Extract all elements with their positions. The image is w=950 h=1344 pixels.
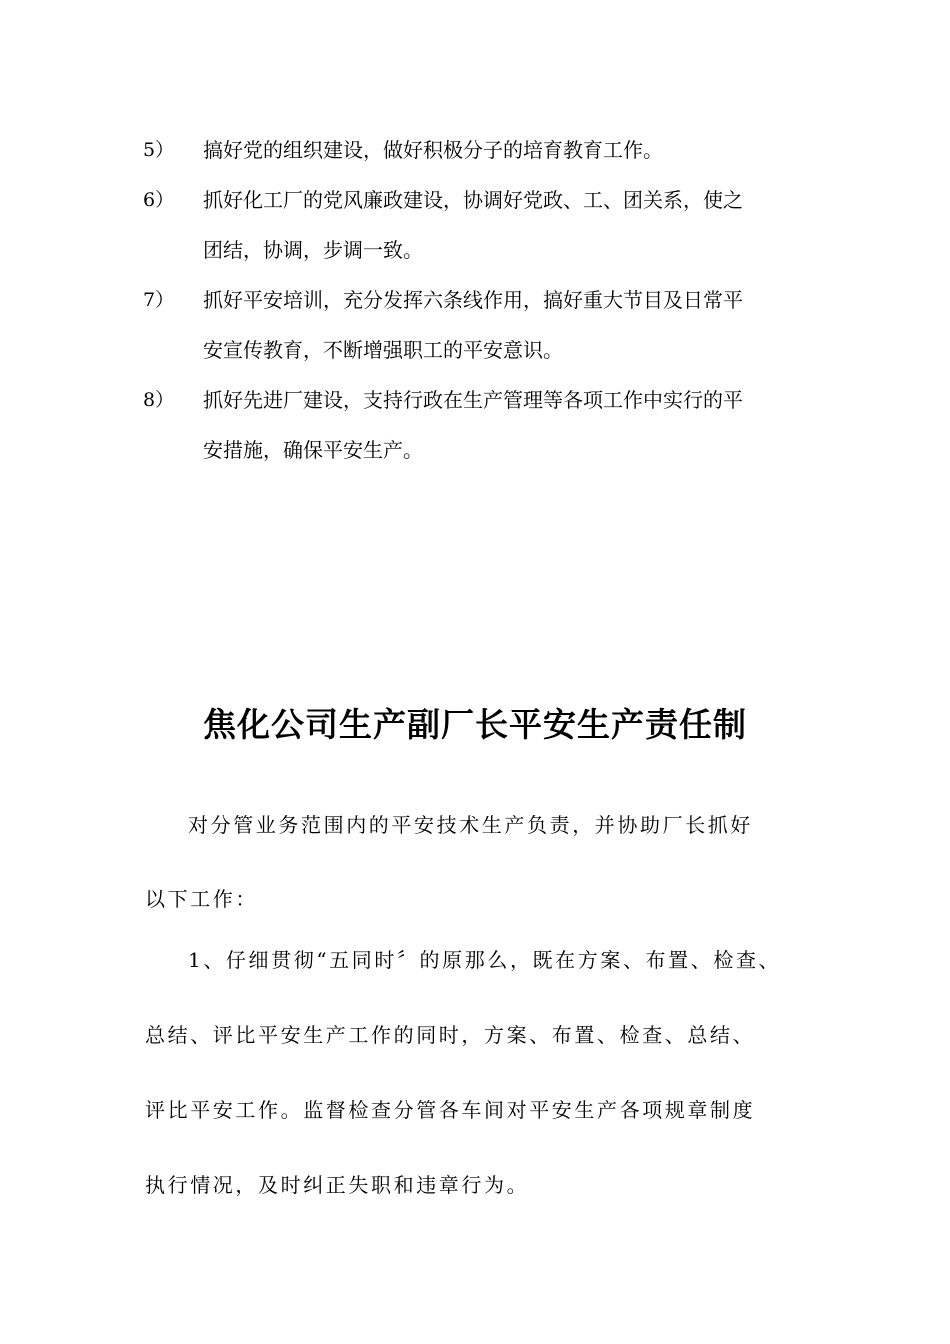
list-text-line: 安措施，确保平安生产。 [203,438,423,462]
paragraph-line: 总结、评比平安生产工作的同时，方案、布置、检查、总结、 [145,1023,756,1047]
list-text-line: 抓好化工厂的党风廉政建设，协调好党政、工、团关系，使之 [203,188,743,212]
list-number: 5） [143,139,175,161]
paragraph-line: 对分管业务范围内的平安技术生产负责，并协助厂长抓好 [188,813,753,837]
list-text-line: 抓好平安培训，充分发挥六条线作用，搞好重大节目及日常平 [203,288,743,312]
list-number: 6） [143,189,175,211]
paragraph-line: 评比平安工作。监督检查分管各车间对平安生产各项规章制度 [145,1098,756,1122]
list-text-line: 安宣传教育，不断增强职工的平安意识。 [203,338,563,362]
paragraph-line: 执行情况，及时纠正失职和违章行为。 [145,1173,530,1197]
list-text-line: 抓好先进厂建设，支持行政在生产管理等各项工作中实行的平 [203,388,743,412]
section-title: 焦化公司生产副厂长平安生产责任制 [203,705,747,744]
list-text-line: 团结，协调，步调一致。 [203,238,423,262]
paragraph-line: 以下工作： [145,887,258,911]
list-number: 8） [143,389,175,411]
paragraph-line: 1、仔细贯彻“五同时〞的原那么，既在方案、布置、检查、 [188,948,782,972]
list-number: 7） [143,289,175,311]
list-text-line: 搞好党的组织建设，做好积极分子的培育教育工作。 [203,138,663,162]
